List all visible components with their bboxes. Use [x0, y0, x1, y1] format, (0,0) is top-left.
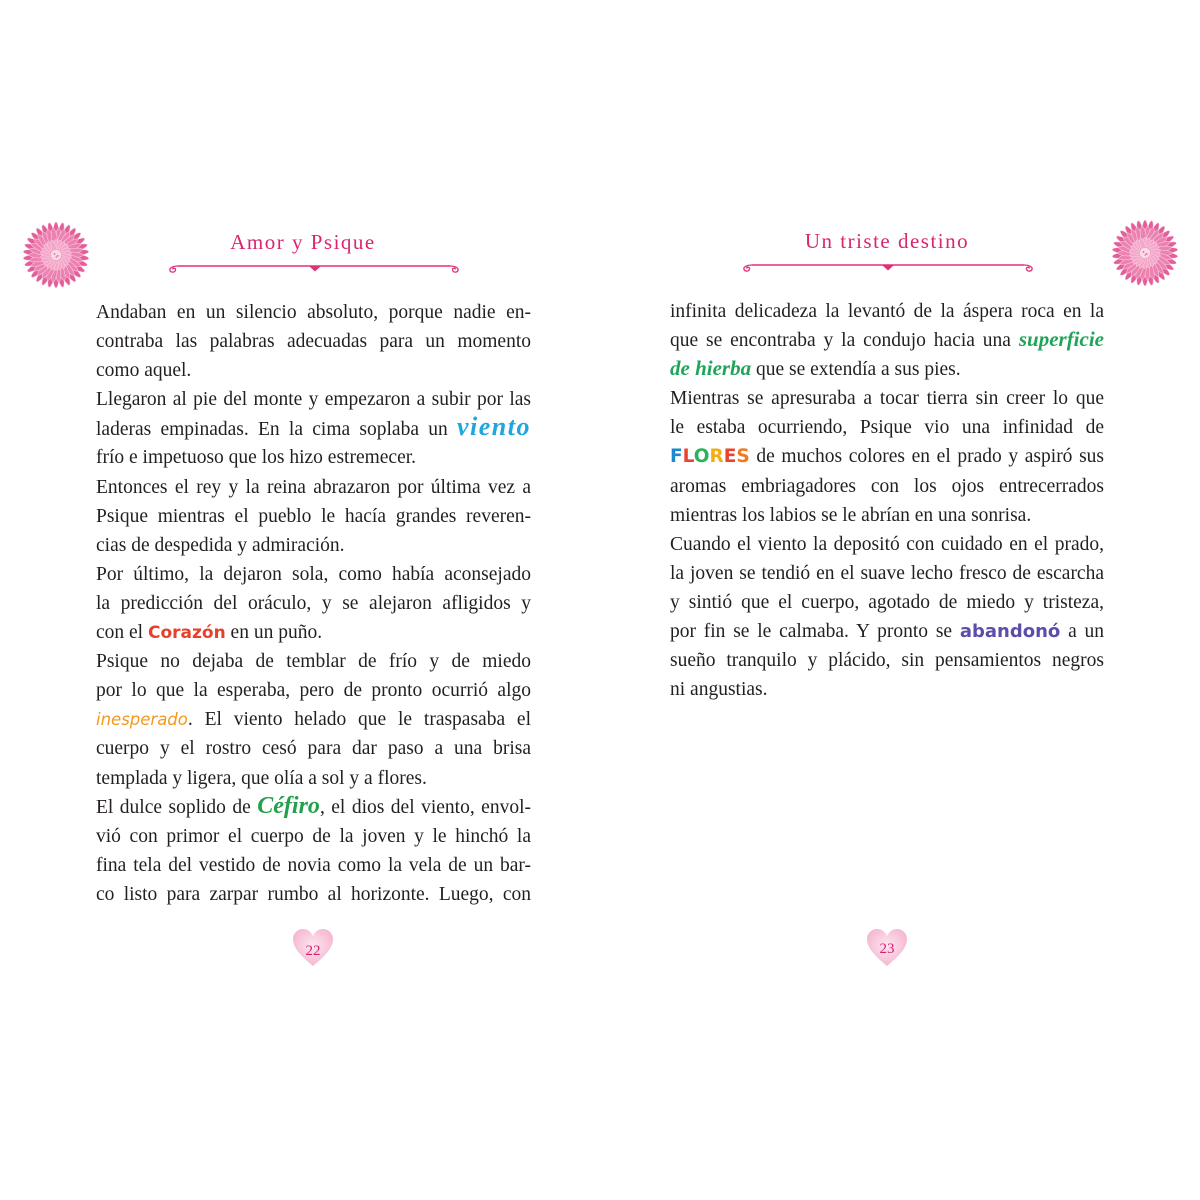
text-line — [96, 618, 531, 647]
paragraph — [670, 297, 1104, 384]
paragraph — [96, 385, 531, 472]
text-line: contraba las palabras adecuadas para un momento — [96, 331, 531, 353]
text-line — [96, 414, 531, 443]
text-line: templada y ligera, que olía a sol y a flores. — [96, 767, 427, 789]
highlighted-letter-flores: L — [682, 446, 694, 468]
page-number: 22 — [305, 943, 321, 959]
line-text: laderas empinadas. En la cima soplaba un — [96, 419, 457, 441]
paragraph — [96, 647, 531, 792]
swirl-divider-icon — [738, 258, 1038, 274]
highlighted-word-abandono: abandonó — [959, 621, 1061, 643]
flower-icon — [21, 220, 91, 290]
highlighted-word-corazon: Corazón — [147, 623, 226, 644]
paragraph — [96, 473, 531, 560]
line-text: que se encontraba y la condujo hacia una — [670, 330, 1019, 352]
paragraph — [670, 384, 1104, 529]
highlighted-word-cefiro: Céfiro — [257, 792, 320, 819]
text-line: por lo que la esperaba, pero de pronto ocurrió algo — [96, 680, 531, 702]
text-line: Psique mientras el pueblo le hacía grandes reveren- — [96, 505, 531, 527]
running-head: Un triste destino — [804, 229, 970, 253]
text-line — [670, 326, 1104, 355]
text-line: ni angustias. — [670, 679, 768, 701]
text-line: vió con primor el cuerpo de la joven y le hinchó la — [96, 825, 531, 847]
highlighted-letter-flores: O — [693, 446, 710, 468]
line-text: de muchos colores en el prado y aspiró sus — [749, 446, 1104, 468]
highlighted-word-viento: viento — [457, 412, 531, 442]
text-line — [670, 617, 1104, 646]
page-number: 23 — [879, 941, 895, 957]
text-line: le estaba ocurriendo, Psique vio una infinidad de — [670, 417, 1104, 439]
body-text — [670, 297, 1104, 704]
highlighted-word-inesperado: inesperado — [96, 710, 188, 730]
text-line — [96, 705, 531, 734]
highlighted-word-de-hierba: de hierba — [670, 356, 752, 381]
text-line — [96, 793, 531, 822]
paragraph — [96, 793, 531, 909]
line-text: en un puño. — [225, 622, 323, 644]
line-text: que se extendía a sus pies. — [751, 359, 961, 381]
text-line: Andaban en un silencio absoluto, porque nadie en- — [96, 302, 531, 323]
text-line — [670, 442, 1104, 471]
text-line: como aquel. — [96, 360, 192, 382]
paragraph — [96, 560, 531, 647]
text-line: aromas embriagadores con los ojos entrecerrados — [670, 475, 1104, 497]
text-line: cuerpo y el rostro cesó para dar paso a una brisa — [96, 738, 531, 760]
swirl-divider-icon — [164, 259, 464, 275]
text-line: Psique no dejaba de temblar de frío y de miedo — [96, 651, 531, 673]
text-line: la joven se tendió en el suave lecho fresco de escarcha — [670, 562, 1104, 584]
text-line: sueño tranquilo y plácido, sin pensamientos negros — [670, 650, 1104, 672]
paragraph — [96, 298, 531, 385]
highlighted-word-superficie: superficie — [1018, 327, 1104, 352]
text-line: frío e impetuoso que los hizo estremecer. — [96, 447, 417, 469]
highlighted-letter-flores: R — [709, 446, 724, 468]
right-page — [600, 0, 1200, 1200]
text-line: cias de despedida y admiración. — [96, 534, 345, 556]
line-text: por fin se le calmaba. Y pronto se — [670, 621, 960, 643]
line-text: . El viento helado que le traspasaba el — [187, 709, 531, 731]
text-line: la predicción del oráculo, y se alejaron afligidos y — [96, 592, 531, 614]
text-line: mientras los labios se le abrían en una sonrisa. — [670, 504, 1032, 526]
text-line — [670, 355, 1104, 384]
paragraph — [670, 530, 1104, 705]
text-line: Llegaron al pie del monte y empezaron a subir por las — [96, 389, 531, 411]
line-text: a un — [1060, 621, 1104, 643]
text-line: Por último, la dejaron sola, como había aconsejado — [96, 563, 531, 585]
text-line: Cuando el viento la depositó con cuidado en el prado, — [670, 533, 1104, 555]
line-text: El dulce soplido de — [96, 796, 258, 818]
highlighted-letter-flores: E — [723, 446, 737, 468]
flower-icon — [1110, 218, 1180, 288]
body-text — [96, 298, 531, 909]
text-line: fina tela del vestido de novia como la vela de un bar- — [96, 854, 531, 876]
text-line: co listo para zarpar rumbo al horizonte. Luego, con — [96, 883, 531, 905]
highlighted-letter-flores: S — [736, 446, 750, 468]
line-text: , el dios del viento, envol- — [319, 796, 531, 818]
text-line: y sintió que el cuerpo, agotado de miedo y tristeza, — [670, 591, 1104, 613]
line-text: con el — [96, 622, 148, 644]
text-line: Entonces el rey y la reina abrazaron por última vez a — [96, 476, 531, 498]
text-line: Mientras se apresuraba a tocar tierra sin creer lo que — [670, 388, 1104, 410]
running-head: Amor y Psique — [230, 230, 376, 254]
highlighted-letter-flores: F — [670, 446, 683, 468]
text-line: infinita delicadeza la levantó de la áspera roca en la — [670, 301, 1104, 322]
